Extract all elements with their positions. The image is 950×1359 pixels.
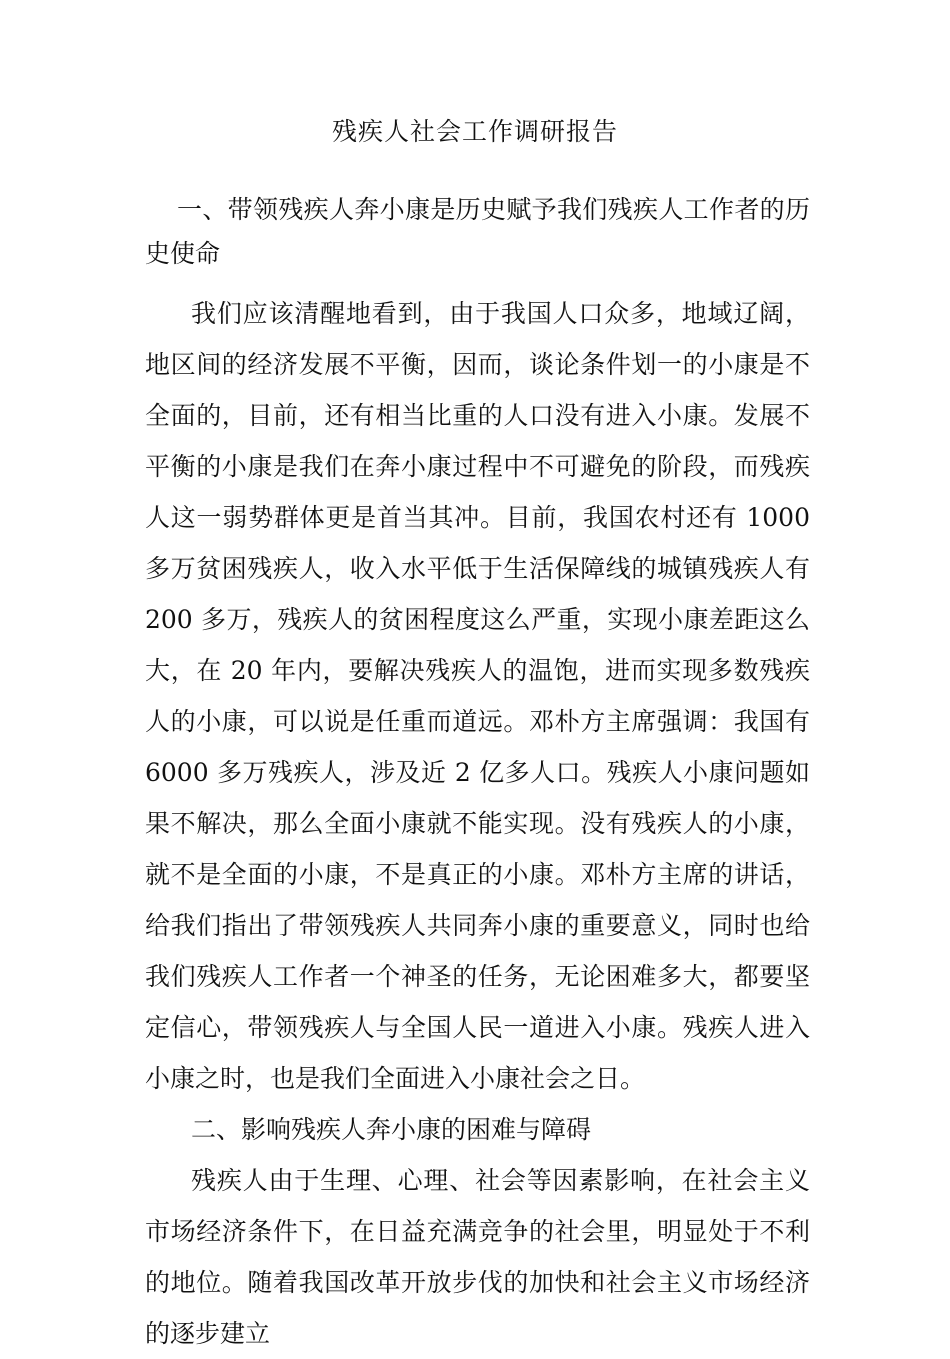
section-2-heading: 二、影响残疾人奔小康的困难与障碍 xyxy=(191,1115,592,1144)
section-1-paragraph: 我们应该清醒地看到，由于我国人口众多，地域辽阔，地区间的经济发展不平衡，因而，谈论条件划一的小康是不全面的，目前，还有相当比重的人口没有进入小康。发展不平衡的小康是我们在奔小康过程中不可避免的阶段，而残疾人这一弱势群体更是首当其冲。目前，我国农村还有 1000 多万贫困残疾人，收入水平低于生活保障线的城镇残疾人有 200 多万，残疾人的贫困程度这么严重，实现小康差距这么大，在 20 年内，要解决残疾人的温饱，进而实现多数残疾人的小康，可以说是任重而道远。邓朴方主席强调：我国有 6000 多万残疾人，涉及近 2 亿多人口。残疾人小康问题如果不解决，那么全面小康就不能实现。没有残疾人的小康，就不是全面的小康，不是真正的小康。邓朴方主席的讲话，给我们指出了带领残疾人共同奔小康的重要意义，同时也给我们残疾人工作者一个神圣的任务，无论困难多大，都要坚定信心，带领残疾人与全国人民一道进入小康。残疾人进入小康之时，也是我们全面进入小康社会之日。 xyxy=(145,299,810,1093)
section-2-paragraph: 残疾人由于生理、心理、社会等因素影响，在社会主义市场经济条件下，在日益充满竞争的社会里，明显处于不利的地位。随着我国改革开放步伐的加快和社会主义市场经济的逐步建立 xyxy=(145,1166,810,1348)
document-title: 残疾人社会工作调研报告 xyxy=(331,117,618,146)
section-1-heading: 一、带领残疾人奔小康是历史赋予我们残疾人工作者的历史使命 xyxy=(145,195,810,268)
document-body xyxy=(145,188,810,1359)
